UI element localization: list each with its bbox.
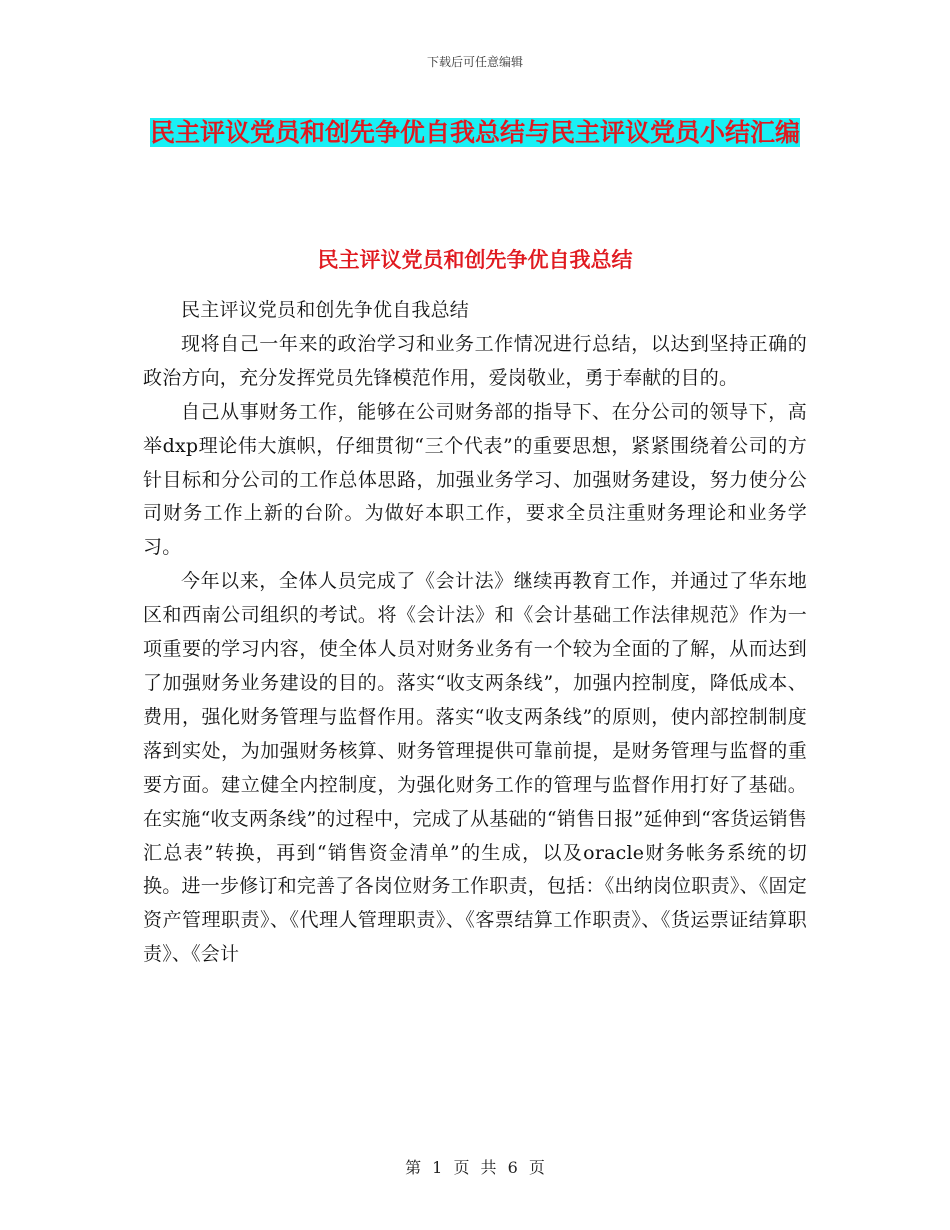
document-title-highlight: 民主评议党员和创先争优自我总结与民主评议党员小结汇编 — [150, 118, 801, 147]
body-paragraph: 现将自己一年来的政治学习和业务工作情况进行总结，以达到坚持正确的政治方向，充分发挥党员先锋模范作用，爱岗敬业，勇于奉献的目的。 — [143, 332, 807, 389]
document-title — [150, 108, 800, 158]
header-note: 下载后可任意编辑 — [426, 55, 523, 69]
document-body — [143, 294, 807, 972]
body-paragraph: 民主评议党员和创先争优自我总结 — [181, 299, 470, 321]
page-number: 第 1 页 共 6 页 — [405, 1158, 545, 1177]
section-heading: 民主评议党员和创先争优自我总结 — [317, 248, 633, 272]
body-paragraph: 今年以来，全体人员完成了《会计法》继续再教育工作，并通过了华东地区和西南公司组织的考试。将《会计法》和《会计基础工作法律规范》作为一项重要的学习内容，使全体人员对财务业务有一个较为全面的了解，从而达到了加强财务业务建设的目的。落实“收支两条线”，加强内控制度，降低成本、费用，强化财务管理与监督作用。落实“收支两条线”的原则，使内部控制制度落到实处，为加强财务核算、财务管理提供可靠前提，是财务管理与监督的重要方面。建立健全内控制度，为强化财务工作的管理与监督作用打好了基础。在实施“收支两条线”的过程中，完成了从基础的“销售日报”延伸到“客货运销售汇总表”转换，再到“销售资金清单”的生成，以及oracle财务帐务系统的切换。进一步修订和完善了各岗位财务工作职责，包括：《出纳岗位职责》、《固定资产管理职责》、《代理人管理职责》、《客票结算工作职责》、《货运票证结算职责》、《会计 — [143, 570, 807, 966]
body-paragraph: 自己从事财务工作，能够在公司财务部的指导下、在分公司的领导下，高举dxp理论伟大旗帜，仔细贯彻“三个代表”的重要思想，紧紧围绕着公司的方针目标和分公司的工作总体思路，加强业务学习、加强财务建设，努力使分公司财务工作上新的台阶。为做好本职工作，要求全员注重财务理论和业务学习。 — [143, 400, 807, 559]
